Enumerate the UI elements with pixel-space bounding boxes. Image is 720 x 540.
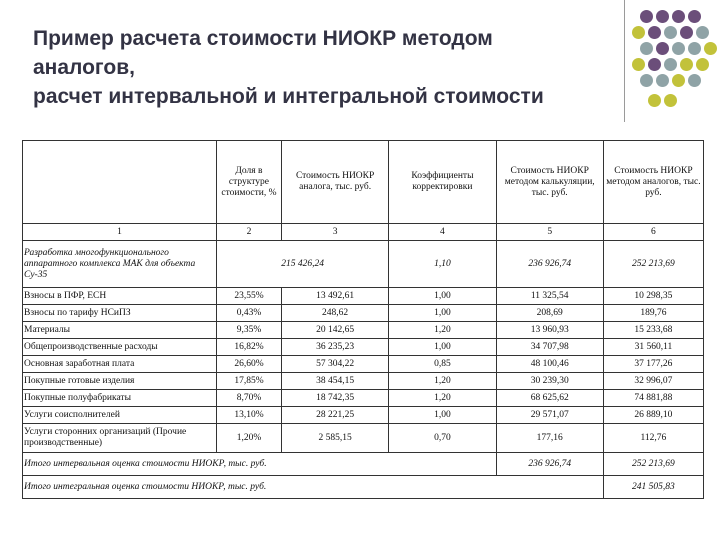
row-analog-method: 37 177,26 (603, 356, 703, 373)
header-cell-share: Доля в структуре стоимости, % (216, 141, 281, 224)
row-analog-cost: 2 585,15 (281, 424, 388, 453)
row-coefficient: 1,20 (389, 373, 496, 390)
row-analog-method: 112,76 (603, 424, 703, 453)
project-coefficient: 1,10 (389, 241, 496, 288)
title-line-1: Пример расчета стоимости НИОКР методом (33, 27, 493, 50)
table-row (23, 339, 704, 356)
integral-total-value: 241 505,83 (603, 476, 703, 499)
row-coefficient: 1,00 (389, 339, 496, 356)
table-row (23, 390, 704, 407)
decor-dot (680, 58, 693, 71)
row-calc-cost: 177,16 (496, 424, 603, 453)
column-number: 6 (603, 224, 703, 241)
row-calc-cost: 11 325,54 (496, 288, 603, 305)
row-analog-cost: 13 492,61 (281, 288, 388, 305)
interval-total-analog: 252 213,69 (603, 453, 703, 476)
row-analog-method: 189,76 (603, 305, 703, 322)
decor-dot (640, 42, 653, 55)
column-number: 4 (389, 224, 496, 241)
row-calc-cost: 29 571,07 (496, 407, 603, 424)
table-row (23, 407, 704, 424)
table-row (23, 288, 704, 305)
row-coefficient: 0,85 (389, 356, 496, 373)
decor-dot (656, 42, 669, 55)
row-label: Общепроизводственные расходы (23, 339, 217, 356)
row-share: 26,60% (216, 356, 281, 373)
column-number: 1 (23, 224, 217, 241)
row-label: Услуги сторонних организаций (Прочие производственные) (23, 424, 217, 453)
row-share: 8,70% (216, 390, 281, 407)
row-label: Взносы по тарифу НСиПЗ (23, 305, 217, 322)
row-coefficient: 1,00 (389, 407, 496, 424)
row-coefficient: 0,70 (389, 424, 496, 453)
row-calc-cost: 48 100,46 (496, 356, 603, 373)
header-cell-blank (23, 141, 217, 224)
row-calc-cost: 30 239,30 (496, 373, 603, 390)
column-number: 3 (281, 224, 388, 241)
row-coefficient: 1,20 (389, 390, 496, 407)
project-calc-cost: 236 926,74 (496, 241, 603, 288)
decor-dot (648, 94, 661, 107)
row-share: 9,35% (216, 322, 281, 339)
decor-dot (640, 74, 653, 87)
column-number-row (23, 224, 704, 241)
table-row (23, 373, 704, 390)
interval-total-row (23, 453, 704, 476)
decor-dot (672, 42, 685, 55)
title-line-3: расчет интервальной и интегральной стоимости (33, 85, 544, 108)
decor-dot (688, 10, 701, 23)
project-row (23, 241, 704, 288)
row-analog-method: 10 298,35 (603, 288, 703, 305)
decor-dot (648, 58, 661, 71)
decor-dot (632, 58, 645, 71)
integral-total-row (23, 476, 704, 499)
row-analog-method: 32 996,07 (603, 373, 703, 390)
column-number: 5 (496, 224, 603, 241)
decor-dot (640, 10, 653, 23)
row-calc-cost: 208,69 (496, 305, 603, 322)
row-share: 0,43% (216, 305, 281, 322)
integral-total-label: Итого интегральная оценка стоимости НИОКР, тыс. руб. (23, 476, 604, 499)
project-analog-method: 252 213,69 (603, 241, 703, 288)
row-analog-cost: 20 142,65 (281, 322, 388, 339)
decor-dot (696, 26, 709, 39)
row-analog-cost: 18 742,35 (281, 390, 388, 407)
row-analog-cost: 248,62 (281, 305, 388, 322)
row-label: Услуги соисполнителей (23, 407, 217, 424)
row-share: 16,82% (216, 339, 281, 356)
row-share: 23,55% (216, 288, 281, 305)
row-analog-cost: 28 221,25 (281, 407, 388, 424)
row-analog-method: 74 881,88 (603, 390, 703, 407)
title-line-2: аналогов, (33, 56, 135, 79)
decor-dot (656, 10, 669, 23)
decor-dot (656, 74, 669, 87)
row-analog-cost: 36 235,23 (281, 339, 388, 356)
interval-total-label: Итого интервальная оценка стоимости НИОКР, тыс. руб. (23, 453, 497, 476)
decor-dot (664, 26, 677, 39)
decor-dot (704, 42, 717, 55)
decor-dot (672, 10, 685, 23)
decor-dot (632, 26, 645, 39)
header-cell-analog-method: Стоимость НИОКР методом аналогов, тыс. руб. (603, 141, 703, 224)
column-number: 2 (216, 224, 281, 241)
slide-title (33, 24, 613, 111)
project-label: Разработка многофункционального аппаратного комплекса МАК для объекта Су-35 (23, 241, 217, 288)
project-analog-cost: 215 426,24 (216, 241, 388, 288)
row-label: Покупные готовые изделия (23, 373, 217, 390)
row-analog-method: 15 233,68 (603, 322, 703, 339)
row-label: Основная заработная плата (23, 356, 217, 373)
row-share: 17,85% (216, 373, 281, 390)
row-share: 1,20% (216, 424, 281, 453)
table-row (23, 305, 704, 322)
decor-dot (648, 26, 661, 39)
row-label: Материалы (23, 322, 217, 339)
header-cell-coefficient: Коэффициенты корректировки (389, 141, 496, 224)
row-label: Покупные полуфабрикаты (23, 390, 217, 407)
decor-dot (696, 58, 709, 71)
row-coefficient: 1,20 (389, 322, 496, 339)
row-analog-cost: 57 304,22 (281, 356, 388, 373)
decor-dot (672, 74, 685, 87)
row-analog-method: 31 560,11 (603, 339, 703, 356)
row-calc-cost: 13 960,93 (496, 322, 603, 339)
decor-dot (688, 42, 701, 55)
cost-table (22, 140, 704, 499)
decor-divider-line (624, 0, 625, 122)
decor-dot-grid (632, 10, 716, 115)
row-calc-cost: 34 707,98 (496, 339, 603, 356)
interval-total-calc: 236 926,74 (496, 453, 603, 476)
row-share: 13,10% (216, 407, 281, 424)
decor-dot (664, 94, 677, 107)
row-calc-cost: 68 625,62 (496, 390, 603, 407)
table-header-row (23, 141, 704, 224)
decor-dot (664, 58, 677, 71)
decor-dot (680, 26, 693, 39)
table-row (23, 356, 704, 373)
row-coefficient: 1,00 (389, 288, 496, 305)
row-analog-cost: 38 454,15 (281, 373, 388, 390)
table-row (23, 322, 704, 339)
row-coefficient: 1,00 (389, 305, 496, 322)
table-row (23, 424, 704, 453)
header-cell-calc-cost: Стоимость НИОКР методом калькуляции, тыс. руб. (496, 141, 603, 224)
header-cell-analog-cost: Стоимость НИОКР аналога, тыс. руб. (281, 141, 388, 224)
row-label: Взносы в ПФР, ЕСН (23, 288, 217, 305)
row-analog-method: 26 889,10 (603, 407, 703, 424)
decor-dot (688, 74, 701, 87)
